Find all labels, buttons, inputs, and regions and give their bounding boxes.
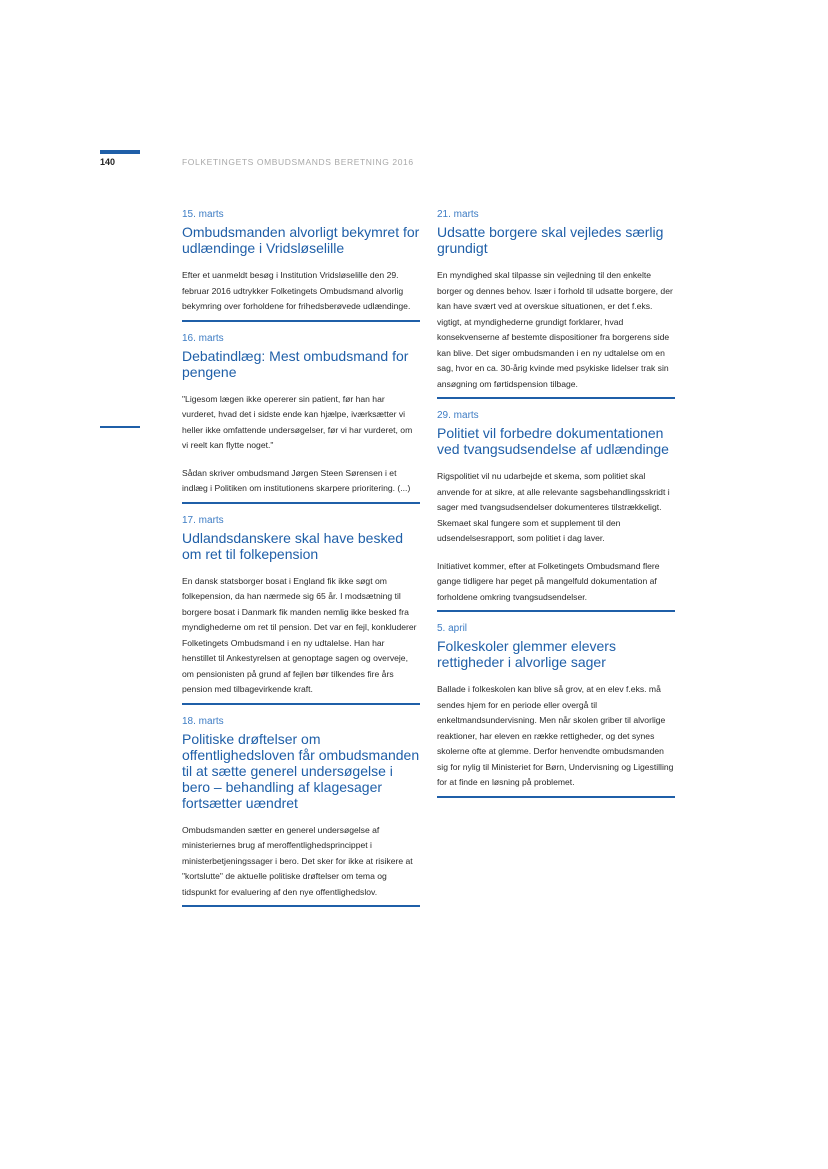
entry-date: 15. marts <box>182 209 224 220</box>
news-entry <box>437 622 675 791</box>
entry-headline: Debatindlæg: Mest ombudsmand for pengene <box>182 347 409 380</box>
news-entry <box>437 208 675 392</box>
divider <box>437 796 675 798</box>
running-title: FOLKETINGETS OMBUDSMANDS BERETNING 2016 <box>182 157 414 167</box>
page-number: 140 <box>100 157 116 167</box>
news-entry <box>182 715 420 901</box>
margin-marker <box>100 426 140 428</box>
entry-text: Efter et uanmeldt besøg i Institution Vridsløselille den 29. februar 2016 udtrykker Folketingets Ombudsmand alvorlig bekymring over forholdene for frihedsberøvede udlændinge. <box>182 270 411 311</box>
entry-date: 5. april <box>437 623 468 634</box>
entry-text: Sådan skriver ombudsmand Jørgen Steen Sørensen i et indlæg i Politiken om institutionens skarpere prioritering. (...) <box>182 467 411 493</box>
divider <box>437 397 675 399</box>
entry-text: Initiativet kommer, efter at Folketingets Ombudsmand flere gange tidligere har peget på mangelfuld dokumentation af forholdene omkring tvangsudsendelser. <box>437 560 660 602</box>
entry-date: 21. marts <box>437 209 479 220</box>
divider <box>182 320 420 322</box>
divider <box>182 905 420 907</box>
entry-text: En myndighed skal tilpasse sin vejledning til den enkelte borger og dennes behov. Især i forhold til udsatte borgere, der kan have svært ved at overskue situationen, er det f.eks. vigtigt, at myndighederne grundigt forklarer, hvad konsekvenserne af bestemte dispositioner fra borgerens side kan blive. Det siger ombudsmanden i en ny udtalelse om en sag, hvor en ca. 30-årig kvinde med psykiske lidelser trak sin ansøgning om førtidspension tilbage. <box>437 270 673 389</box>
entry-headline: Udsatte borgere skal vejledes særlig grundigt <box>437 224 664 256</box>
divider <box>437 610 675 612</box>
divider <box>182 703 420 705</box>
entry-date: 17. marts <box>182 514 224 526</box>
entry-headline: Folkeskoler glemmer elevers rettigheder i alvorlige sager <box>437 638 616 670</box>
entry-text: Rigspolitiet vil nu udarbejde et skema, som politiet skal anvende for at sikre, at alle relevante sagsbehandlingsskridt i sager med tvangsudsendelser dokumenteres tilstrækkeligt. Skemaet skal fungere som et supplement til den udsendelsesrapport, som politiet i dag laver. <box>437 471 670 543</box>
news-entry <box>182 332 420 497</box>
news-entry <box>182 514 420 698</box>
right-column <box>437 208 675 808</box>
entry-date: 29. marts <box>437 410 479 421</box>
entry-text: Ombudsmanden sætter en generel undersøgelse af ministeriernes brug af meroffentlighedsprincippet i ministerbetjeningssager i bero. Det sker for ikke at risikere at "kortslutte" de aktuelle politiske drøftelser om tema og tidspunkt for evaluering af den nye offentlighedslov. <box>182 824 413 897</box>
entry-headline: Ombudsmanden alvorligt bekymret for udlændinge i Vridsløselille <box>182 224 420 256</box>
entry-text: Ballade i folkeskolen kan blive så grov, at en elev f.eks. må sendes hjem for en periode eller overgå til enkeltmandsundervisning. Men når skolen griber til alvorlige reaktioner, har eleven en række rettigheder, og det synes skolerne ofte at glemme. Derfor henvendte ombudsmanden sig for nylig til Ministeriet for Børn, Undervisning og Ligestilling for at finde en løsning på problemet. <box>437 684 674 787</box>
entry-text: En dansk statsborger bosat i England fik ikke søgt om folkepension, da han nærmede sig 65 år. I modsætning til borgere bosat i Danmark fik manden nemlig ikke besked fra myndighederne om ret til pension. Det var en fejl, konkluderer Folketingets Ombudsmand i en ny udtalelse. Han har henstillet til Ankestyrelsen at genoptage sagen og overveje, om pensionisten på grund af fejlen bør tilkendes fire års pension med tilbagevirkende kraft. <box>182 575 417 694</box>
entry-text: "Ligesom lægen ikke opererer sin patient, før han har vurderet, hvad det i sidste ende kan hjælpe, iværksætter vi heller ikke omfattende undersøgelser, før vi har vurderet, om vi reelt kan flytte noget." <box>182 393 413 450</box>
entry-headline: Udlandsdanskere skal have besked om ret til folkepension <box>182 529 404 562</box>
entry-date: 18. marts <box>182 715 224 727</box>
news-entry <box>437 409 675 605</box>
entry-headline: Politiet vil forbedre dokumentationen ved tvangsudsendelse af udlændinge <box>437 425 669 457</box>
divider <box>182 502 420 504</box>
left-column <box>182 208 420 917</box>
page-number-bar <box>100 150 140 154</box>
news-entry <box>182 208 420 315</box>
entry-headline: Politiske drøftelser om offentlighedsloven får ombudsmanden til at sætte generel undersøgelse i bero – behandling af klagesager fortsætter uændret <box>182 730 420 811</box>
entry-date: 16. marts <box>182 332 224 344</box>
